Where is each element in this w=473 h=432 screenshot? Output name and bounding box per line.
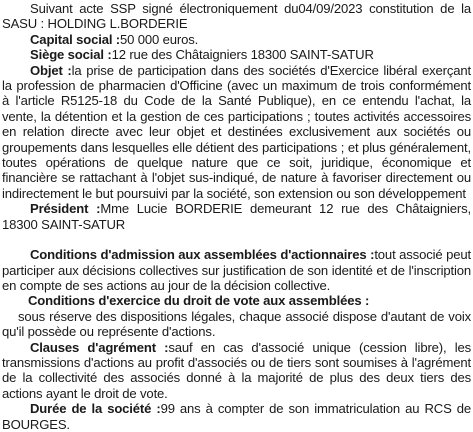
president-label: Président :: [30, 201, 101, 217]
admission-label: Conditions d'admission aux assemblées d'actionnaires :: [30, 247, 375, 263]
siege-paragraph: [2, 47, 471, 62]
siege-label: Siège social :: [30, 47, 112, 63]
agrement-value: sauf en cas d'associé unique (cession libre), les transmissions d'actions au profit d'associés ou de tiers sont soumises à l'agrément de la collectivité des associés donné à la majorité de plus des deux tiers des actions ayant le droit de vote.: [2, 339, 471, 401]
capital-value: 50 000 euros.: [120, 31, 199, 47]
duree-value: 99 ans à compter de son immatriculation au RCS de BOURGES.: [2, 401, 472, 432]
agrement-paragraph: [2, 340, 471, 402]
vote-value: sous réserve des dispositions légales, chaque associé dispose d'autant de voix qu'il possède ou représente d'actions.: [2, 308, 471, 340]
spacer: [2, 232, 471, 247]
vote-label: Conditions d'exercice du droit de vote aux assemblées :: [28, 293, 370, 309]
objet-paragraph: [2, 63, 471, 202]
vote-paragraph: [2, 309, 471, 340]
admission-paragraph: [2, 247, 471, 293]
intro-paragraph: [2, 1, 471, 32]
duree-label: Durée de la société :: [30, 401, 161, 417]
duree-paragraph: [2, 401, 471, 432]
capital-label: Capital social :: [30, 31, 121, 47]
president-paragraph: [2, 201, 471, 232]
objet-label: Objet :: [30, 62, 72, 78]
objet-value: la prise de participation dans des sociétés d'Exercice libéral exerçant la profession de pharmacien d'Officine (avec un maximum de trois conformément à l'article R5125-18 du Code de la Santé Publique), en ce entendu l'achat, la vente, la détention et la gestion de ces participations ; toutes activités accessoires en relation directe avec leur objet et destinées exclusivement aux sociétés ou groupements dans lesquelles elle détient des participations ; et plus généralement, toutes opérations de quelque nature que ce soit, juridique, économique et financière se rattachant à l'objet sus-indiqué, de nature à favoriser directement ou indirectement le but poursuivi par la société, son extension ou son développement: [2, 62, 471, 201]
capital-paragraph: [2, 32, 471, 47]
intro-text: Suivant acte SSP signé électroniquement du04/09/2023 constitution de la SASU : HOLDING L.BORDERIE: [2, 1, 471, 32]
admission-value: tout associé peut participer aux décisions collectives sur justification de son identité et de l'inscription en compte de ses actions au jour de la décision collective.: [2, 247, 471, 293]
president-value: Mme Lucie BORDERIE demeurant 12 rue des Châtaigniers, 18300 SAINT-SATUR: [2, 201, 471, 232]
vote-heading-paragraph: [2, 293, 471, 308]
agrement-label: Clauses d'agrément :: [30, 339, 169, 355]
siege-value: 12 rue des Châtaigniers 18300 SAINT-SATUR: [111, 47, 374, 63]
